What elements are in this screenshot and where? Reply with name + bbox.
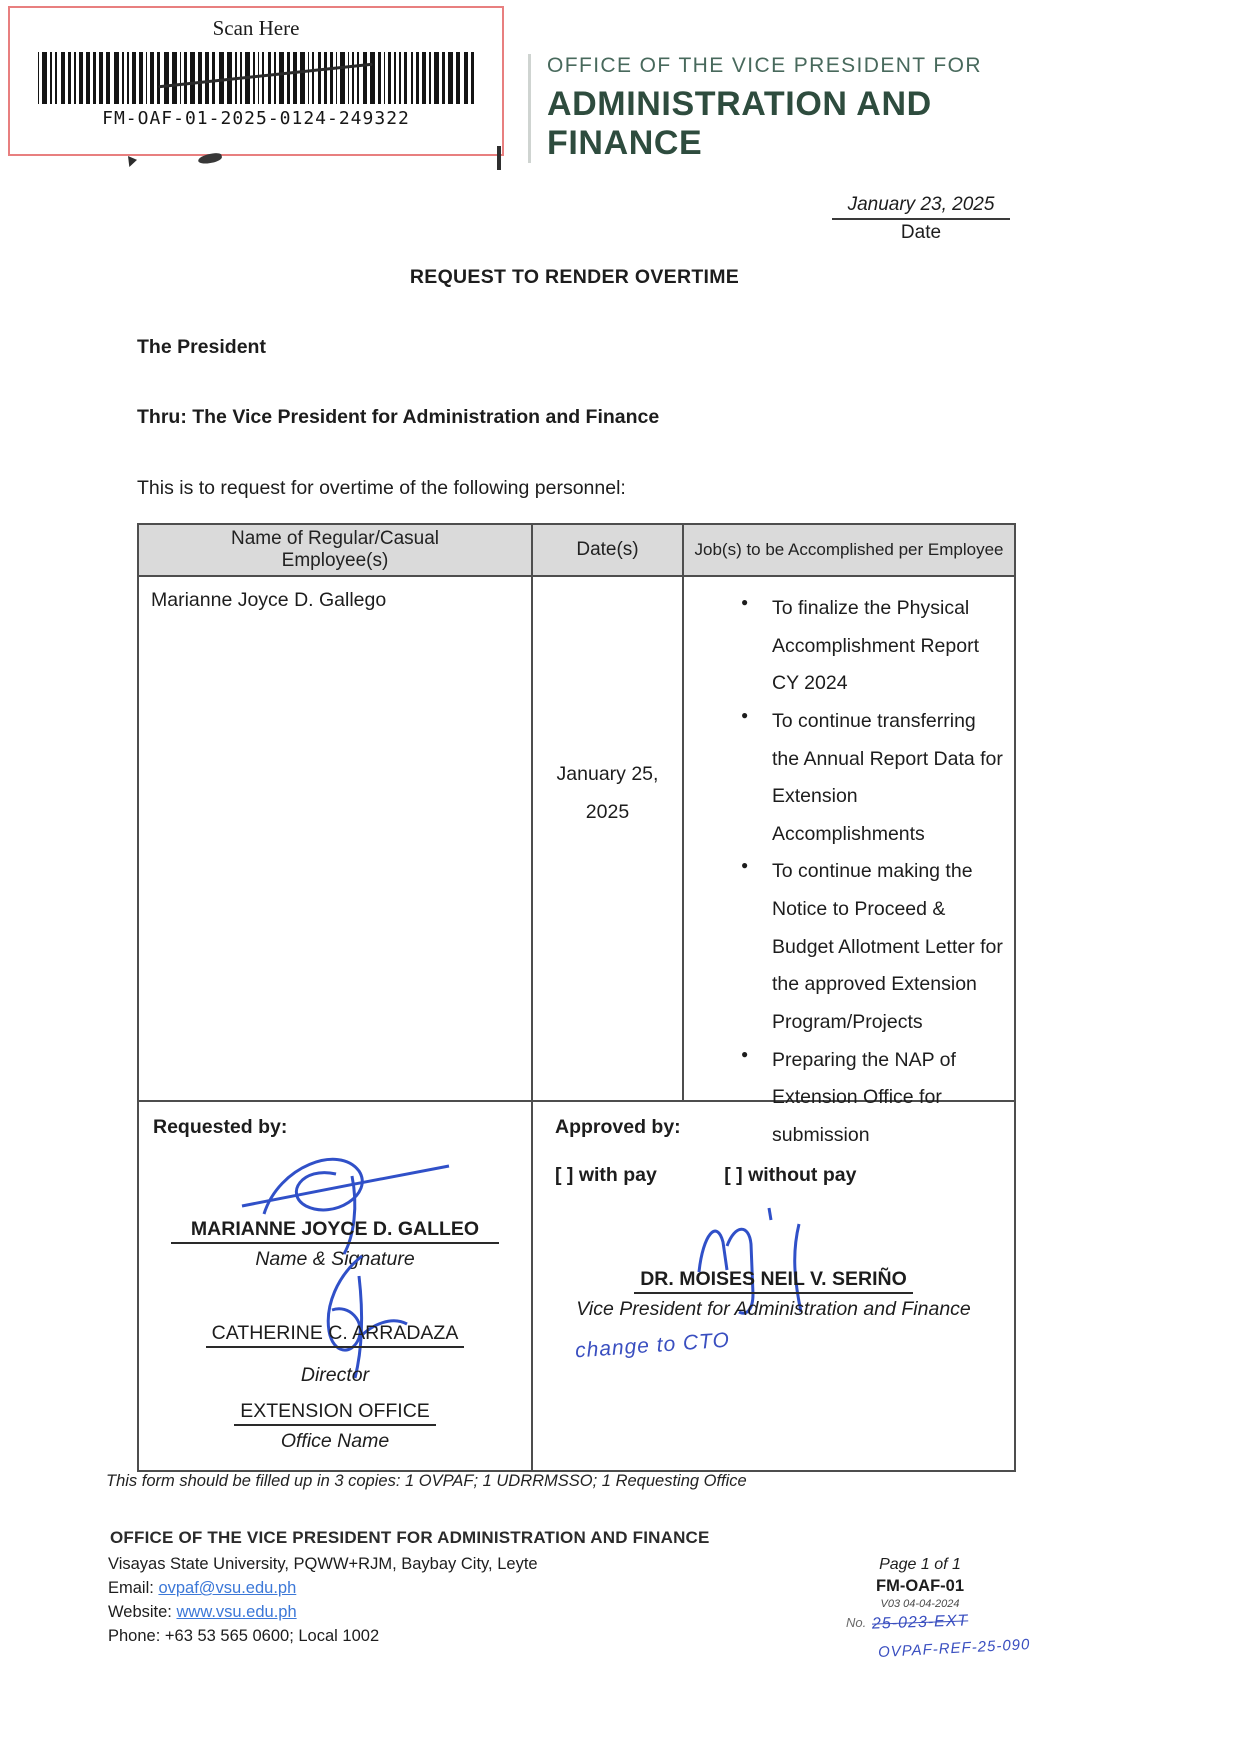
- table-header-row: [139, 525, 1014, 577]
- approver-name-line: [533, 1268, 1014, 1294]
- requested-by-cell: [139, 1102, 533, 1470]
- header-name: Name of Regular/Casual Employee(s): [139, 525, 533, 575]
- page-title: REQUEST TO RENDER OVERTIME: [409, 266, 740, 288]
- handwritten-note: change to CTO: [574, 1328, 731, 1363]
- email-label: Email:: [108, 1579, 159, 1597]
- website-link[interactable]: www.vsu.edu.ph: [176, 1603, 297, 1621]
- footer-office-name: OFFICE OF THE VICE PRESIDENT FOR ADMINISTRATION AND FINANCE: [110, 1528, 710, 1547]
- without-pay-checkbox: [ ] without pay: [724, 1164, 857, 1186]
- scan-artifact: [497, 146, 501, 170]
- letterhead-office-line: OFFICE OF THE VICE PRESIDENT FOR: [547, 54, 982, 77]
- footer-address: Visayas State University, PQWW+RJM, Baybay City, Leyte: [108, 1555, 538, 1573]
- footer-website-line: [108, 1603, 297, 1622]
- office-name-line: [139, 1400, 531, 1426]
- handwritten-reference-code: OVPAF-REF-25-090: [877, 1636, 1031, 1661]
- jobs-cell: [684, 577, 1014, 1146]
- requested-name: MARIANNE JOYCE D. GALLEO: [171, 1218, 499, 1244]
- header-jobs: Job(s) to be Accomplished per Employee: [694, 540, 1004, 560]
- form-code: FM-OAF-01: [876, 1577, 964, 1595]
- employee-name-cell: Marianne Joyce D. Gallego: [139, 577, 533, 1100]
- letterhead-admin-line: ADMINISTRATION AND: [547, 85, 932, 123]
- thru-line: Thru: The Vice President for Administration and Finance: [137, 406, 660, 428]
- footer-email-line: [108, 1579, 296, 1598]
- intro-line: This is to request for overtime of the following personnel:: [137, 477, 626, 499]
- handwritten-number-struck: 25-023-EXT: [871, 1612, 969, 1633]
- pay-options: [555, 1164, 856, 1187]
- director-name: CATHERINE C. ARRADAZA: [206, 1322, 465, 1348]
- signature-row: [139, 1100, 1014, 1470]
- job-item: ● To continue making the Notice to Proceed & Budget Allotment Letter for the approved Extension Program/Projects: [772, 853, 1008, 1041]
- page-info-block: [858, 1556, 982, 1610]
- date-label: Date: [900, 222, 942, 243]
- office-name: EXTENSION OFFICE: [234, 1400, 436, 1426]
- name-signature-caption: Name & Signature: [255, 1248, 415, 1270]
- director-name-line: [139, 1322, 531, 1348]
- copies-note: This form should be filled up in 3 copies: 1 OVPAF; 1 UDRRMSSO; 1 Requesting Office: [106, 1472, 747, 1490]
- letterhead: [528, 54, 982, 163]
- approved-by-label: Approved by:: [555, 1116, 681, 1138]
- jobs-list: [772, 590, 1008, 1154]
- no-label: No.: [846, 1615, 867, 1630]
- job-item: ● Preparing the NAP of Extension Office for submission: [772, 1042, 1008, 1155]
- with-pay-checkbox: [ ] with pay: [555, 1164, 657, 1186]
- header-dates: Date(s): [533, 525, 684, 575]
- requested-name-line: [139, 1218, 531, 1244]
- footer-phone: Phone: +63 53 565 0600; Local 1002: [108, 1627, 380, 1645]
- letterhead-finance-line: FINANCE: [547, 123, 703, 162]
- date-block: [832, 194, 1010, 244]
- requested-by-label: Requested by:: [153, 1116, 288, 1138]
- date-cell: January 25, 2025: [533, 577, 684, 1100]
- page-number: Page 1 of 1: [879, 1556, 961, 1573]
- office-caption: Office Name: [280, 1430, 390, 1452]
- form-version: V03 04-04-2024: [880, 1598, 960, 1610]
- approved-by-cell: [533, 1102, 1014, 1470]
- approver-name: DR. MOISES NEIL V. SERIÑO: [634, 1268, 913, 1294]
- director-title: Director: [300, 1364, 370, 1386]
- website-label: Website:: [108, 1603, 177, 1621]
- barcode-number: FM-OAF-01-2025-0124-249322: [102, 108, 410, 129]
- scan-here-label: Scan Here: [212, 16, 300, 40]
- approver-title: Vice President for Administration and Finance: [576, 1298, 971, 1320]
- scan-artifact: [128, 156, 137, 167]
- overtime-table: [137, 523, 1016, 1472]
- scan-box: [8, 6, 504, 156]
- date-value: January 23, 2025: [832, 194, 1010, 220]
- number-line: [846, 1614, 969, 1632]
- job-item: ● To continue transferring the Annual Report Data for Extension Accomplishments: [772, 703, 1008, 854]
- job-item: ● To finalize the Physical Accomplishment Report CY 2024: [772, 590, 1008, 703]
- email-link[interactable]: ovpaf@vsu.edu.ph: [158, 1579, 297, 1597]
- addressee: The President: [137, 336, 266, 358]
